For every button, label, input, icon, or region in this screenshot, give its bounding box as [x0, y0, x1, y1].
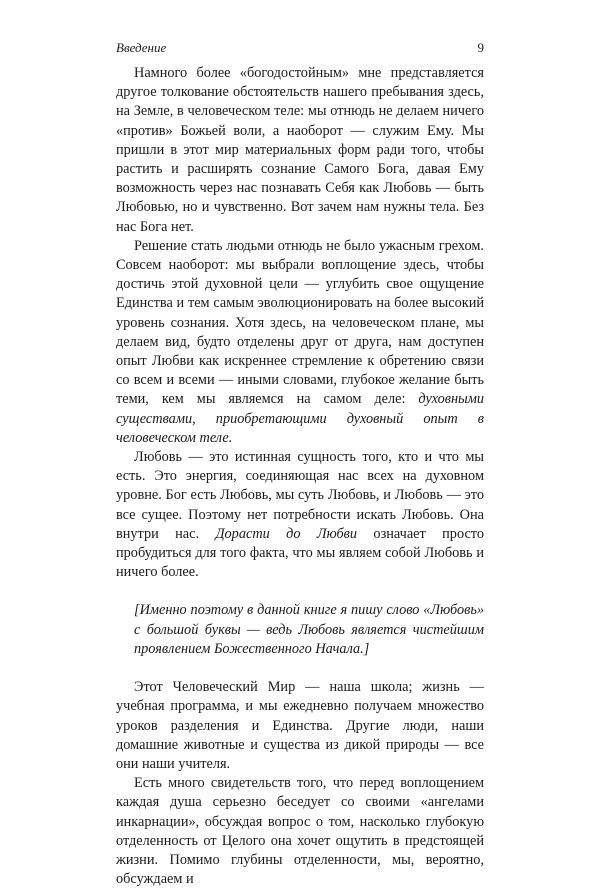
running-head — [116, 40, 484, 56]
paragraph-text: Решение стать людьми отнюдь не было ужасным грехом. Совсем наоборот: мы выбрали воплощение здесь, чтобы достичь этой духовной цели — углубить свое ощущение Единства и тем самым эволюционировать на более высокий уровень сознания. Хотя здесь, на человеческом плане, мы делаем вид, будто отделены друг от друга, нам доступен опыт Любви как искреннее стремление к обретению связи со всем и всеми — иными словами, глубокое желание быть теми, кем мы являемся на самом деле: — [116, 237, 484, 408]
paragraph-5 — [116, 678, 484, 774]
paragraph-text: Этот Человеческий Мир — наша школа; жизнь — учебная программа, и мы ежедневно получаем множество уроков разделения и Единства. Другие люди, наши домашние животные и существа из дикой природы — все они наши учителя. — [116, 679, 484, 772]
page-number: 9 — [477, 40, 484, 55]
author-note — [116, 601, 484, 659]
paragraph-emphasis: духовными существами, приобретающими духовный опыт в человеческом теле. — [116, 391, 484, 446]
paragraph-text: Есть много свидетельств того, что перед воплощением каждая душа серьезно беседует со своими «ангелами инкарнации», обсуждая вопрос о том, насколько глубокую отделенность от Целого она хочет ощутить в предстоящей жизни. Помимо глубины отделенности, мы, вероятно, обсуждаем и — [116, 775, 484, 888]
paragraph-6 — [116, 774, 484, 889]
paragraph-1 — [116, 64, 484, 237]
body-text — [116, 64, 484, 889]
paragraph-text: Любовь — это истинная сущность того, кто и что мы есть. Это энергия, соединяющая нас всех на духовном уровне. Бог есть Любовь, мы суть Любовь, и Любовь — это все сущее. Поэтому нет потребности искать Любовь. Она внутри нас. — [116, 449, 484, 542]
section-title: Введение — [116, 40, 167, 55]
paragraph-text: означает просто пробудиться для того факта, что мы являем собой Любовь и ничего более. — [116, 525, 484, 581]
paragraph-3 — [116, 448, 484, 582]
paragraph-2 — [116, 237, 484, 448]
paragraph-emphasis: Дорасти до Любви — [215, 525, 358, 542]
note-text: [Именно поэтому в данной книге я пишу слово «Любовь» с большой буквы — ведь Любовь является чистейшим проявлением Божественного Начала.] — [134, 602, 484, 657]
paragraph-text: Намного более «богодостойным» мне представляется другое толкование обстоятельств нашего пребывания здесь, на Земле, в человеческом теле: мы отнюдь не делаем ничего «против» Божьей воли, а наоборот — служим Ему. Мы пришли в этот мир материальных форм ради того, чтобы растить и расширять сознание Самого Бога, давая Ему возможность через нас познавать Себя как Любовь — быть Любовью, но и чувственно. Вот зачем нам нужны тела. Без нас Бога нет. — [116, 65, 484, 235]
